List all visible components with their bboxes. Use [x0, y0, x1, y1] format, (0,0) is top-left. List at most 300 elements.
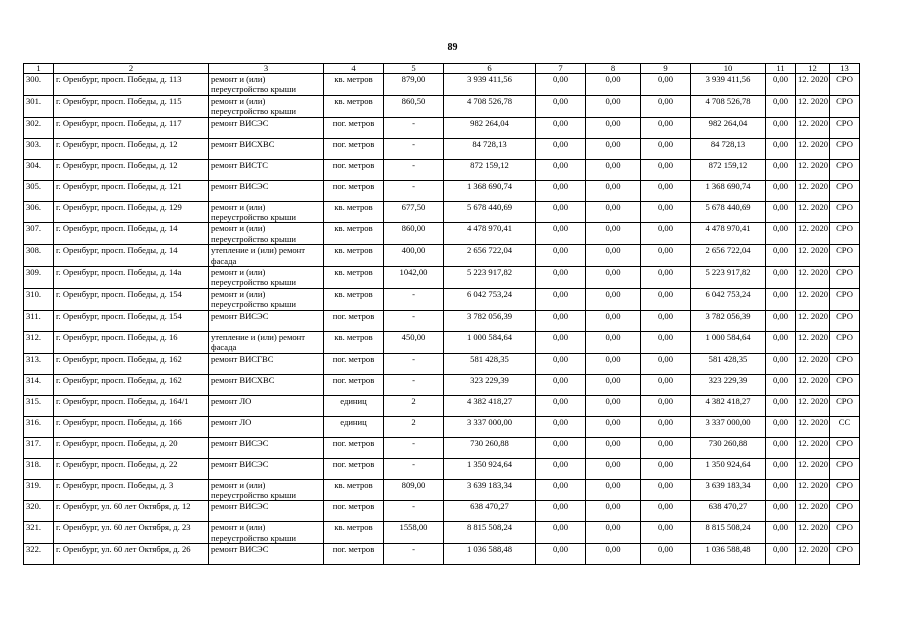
cost-col10-cell: 6 042 753,24 — [691, 288, 766, 310]
total-cost-cell: 3 782 056,39 — [444, 310, 536, 331]
table-row — [24, 501, 860, 522]
quantity-cell: 2 — [384, 416, 444, 437]
cost-col11-cell: 0,00 — [766, 180, 796, 201]
cost-col7-cell: 0,00 — [536, 479, 586, 501]
table-row — [24, 288, 860, 310]
total-cost-cell: 581 428,35 — [444, 353, 536, 374]
row-number: 320. — [24, 501, 54, 522]
work-type-cell: утепление и (или) ремонт фасада — [209, 331, 324, 353]
funding-source-cell: СРО — [830, 223, 860, 245]
unit-cell: пог. метров — [324, 353, 384, 374]
cost-col8-cell: 0,00 — [586, 395, 641, 416]
column-header-9: 9 — [641, 64, 691, 74]
cost-col11-cell: 0,00 — [766, 117, 796, 138]
quantity-cell: - — [384, 310, 444, 331]
total-cost-cell: 638 470,27 — [444, 501, 536, 522]
cost-col10-cell: 8 815 508,24 — [691, 522, 766, 544]
quantity-cell: 2 — [384, 395, 444, 416]
funding-source-cell: СРО — [830, 159, 860, 180]
completion-date-cell: 12. 2020 — [796, 331, 830, 353]
total-cost-cell: 3 939 411,56 — [444, 74, 536, 96]
quantity-cell: 860,50 — [384, 95, 444, 117]
total-cost-cell: 4 708 526,78 — [444, 95, 536, 117]
total-cost-cell: 323 229,39 — [444, 374, 536, 395]
unit-cell: пог. метров — [324, 117, 384, 138]
cost-col7-cell: 0,00 — [536, 331, 586, 353]
cost-col9-cell: 0,00 — [641, 479, 691, 501]
cost-col7-cell: 0,00 — [536, 374, 586, 395]
cost-col8-cell: 0,00 — [586, 310, 641, 331]
cost-col11-cell: 0,00 — [766, 522, 796, 544]
quantity-cell: - — [384, 117, 444, 138]
cost-col8-cell: 0,00 — [586, 544, 641, 565]
unit-cell: пог. метров — [324, 138, 384, 159]
cost-col7-cell: 0,00 — [536, 288, 586, 310]
quantity-cell: 400,00 — [384, 245, 444, 267]
funding-source-cell: СРО — [830, 245, 860, 267]
cost-col9-cell: 0,00 — [641, 501, 691, 522]
completion-date-cell: 12. 2020 — [796, 522, 830, 544]
address-cell: г. Оренбург, просп. Победы, д. 16 — [54, 331, 209, 353]
row-number: 315. — [24, 395, 54, 416]
address-cell: г. Оренбург, ул. 60 лет Октября, д. 26 — [54, 544, 209, 565]
completion-date-cell: 12. 2020 — [796, 201, 830, 223]
row-number: 317. — [24, 437, 54, 458]
column-header-2: 2 — [54, 64, 209, 74]
funding-source-cell: СРО — [830, 395, 860, 416]
address-cell: г. Оренбург, просп. Победы, д. 162 — [54, 374, 209, 395]
cost-col11-cell: 0,00 — [766, 245, 796, 267]
cost-col10-cell: 872 159,12 — [691, 159, 766, 180]
cost-col11-cell: 0,00 — [766, 395, 796, 416]
cost-col7-cell: 0,00 — [536, 458, 586, 479]
unit-cell: кв. метров — [324, 245, 384, 267]
table-row — [24, 201, 860, 223]
total-cost-cell: 6 042 753,24 — [444, 288, 536, 310]
cost-col10-cell: 5 678 440,69 — [691, 201, 766, 223]
work-type-cell: ремонт ВИСТС — [209, 159, 324, 180]
row-number: 306. — [24, 201, 54, 223]
completion-date-cell: 12. 2020 — [796, 479, 830, 501]
cost-col9-cell: 0,00 — [641, 245, 691, 267]
address-cell: г. Оренбург, просп. Победы, д. 117 — [54, 117, 209, 138]
row-number: 321. — [24, 522, 54, 544]
cost-col7-cell: 0,00 — [536, 501, 586, 522]
work-type-cell: ремонт и (или) переустройство крыши — [209, 522, 324, 544]
work-type-cell: ремонт ЛО — [209, 395, 324, 416]
column-header-12: 12 — [796, 64, 830, 74]
unit-cell: пог. метров — [324, 501, 384, 522]
cost-col10-cell: 4 708 526,78 — [691, 95, 766, 117]
table-row — [24, 245, 860, 267]
quantity-cell: - — [384, 180, 444, 201]
row-number: 310. — [24, 288, 54, 310]
cost-col8-cell: 0,00 — [586, 353, 641, 374]
column-header-13: 13 — [830, 64, 860, 74]
funding-source-cell: СРО — [830, 95, 860, 117]
table-row — [24, 374, 860, 395]
page-number: 89 — [447, 42, 458, 53]
unit-cell: пог. метров — [324, 310, 384, 331]
unit-cell: пог. метров — [324, 180, 384, 201]
row-number: 314. — [24, 374, 54, 395]
work-type-cell: утепление и (или) ремонт фасада — [209, 245, 324, 267]
funding-source-cell: СРО — [830, 267, 860, 289]
address-cell: г. Оренбург, просп. Победы, д. 20 — [54, 437, 209, 458]
work-type-cell: ремонт ВИСХВС — [209, 138, 324, 159]
table-row — [24, 117, 860, 138]
unit-cell: кв. метров — [324, 201, 384, 223]
cost-col7-cell: 0,00 — [536, 245, 586, 267]
cost-col9-cell: 0,00 — [641, 180, 691, 201]
unit-cell: кв. метров — [324, 223, 384, 245]
completion-date-cell: 12. 2020 — [796, 501, 830, 522]
funding-source-cell: СРО — [830, 138, 860, 159]
total-cost-cell: 2 656 722,04 — [444, 245, 536, 267]
funding-source-cell: СРО — [830, 522, 860, 544]
cost-col10-cell: 1 368 690,74 — [691, 180, 766, 201]
row-number: 300. — [24, 74, 54, 96]
cost-col7-cell: 0,00 — [536, 95, 586, 117]
row-number: 303. — [24, 138, 54, 159]
cost-col11-cell: 0,00 — [766, 437, 796, 458]
work-type-cell: ремонт и (или) переустройство крыши — [209, 201, 324, 223]
funding-source-cell: СС — [830, 416, 860, 437]
quantity-cell: 809,00 — [384, 479, 444, 501]
work-type-cell: ремонт ВИСГВС — [209, 353, 324, 374]
cost-col8-cell: 0,00 — [586, 374, 641, 395]
table-row — [24, 458, 860, 479]
funding-source-cell: СРО — [830, 479, 860, 501]
work-type-cell: ремонт ВИСХВС — [209, 374, 324, 395]
address-cell: г. Оренбург, просп. Победы, д. 14 — [54, 223, 209, 245]
table-row — [24, 437, 860, 458]
table-row — [24, 310, 860, 331]
quantity-cell: - — [384, 458, 444, 479]
row-number: 311. — [24, 310, 54, 331]
quantity-cell: - — [384, 437, 444, 458]
cost-col7-cell: 0,00 — [536, 159, 586, 180]
work-type-cell: ремонт и (или) переустройство крыши — [209, 479, 324, 501]
address-cell: г. Оренбург, просп. Победы, д. 162 — [54, 353, 209, 374]
cost-col9-cell: 0,00 — [641, 267, 691, 289]
cost-col7-cell: 0,00 — [536, 544, 586, 565]
completion-date-cell: 12. 2020 — [796, 180, 830, 201]
cost-col7-cell: 0,00 — [536, 437, 586, 458]
table-row — [24, 223, 860, 245]
funding-source-cell: СРО — [830, 501, 860, 522]
cost-col10-cell: 1 036 588,48 — [691, 544, 766, 565]
cost-col7-cell: 0,00 — [536, 74, 586, 96]
address-cell: г. Оренбург, просп. Победы, д. 14а — [54, 267, 209, 289]
column-header-3: 3 — [209, 64, 324, 74]
cost-col11-cell: 0,00 — [766, 353, 796, 374]
funding-source-cell: СРО — [830, 374, 860, 395]
cost-col11-cell: 0,00 — [766, 544, 796, 565]
row-number: 308. — [24, 245, 54, 267]
cost-col10-cell: 5 223 917,82 — [691, 267, 766, 289]
cost-col11-cell: 0,00 — [766, 288, 796, 310]
unit-cell: кв. метров — [324, 95, 384, 117]
column-header-1: 1 — [24, 64, 54, 74]
cost-col8-cell: 0,00 — [586, 437, 641, 458]
table-row — [24, 74, 860, 96]
table-row — [24, 479, 860, 501]
address-cell: г. Оренбург, просп. Победы, д. 121 — [54, 180, 209, 201]
completion-date-cell: 12. 2020 — [796, 138, 830, 159]
table-row — [24, 416, 860, 437]
cost-col10-cell: 84 728,13 — [691, 138, 766, 159]
completion-date-cell: 12. 2020 — [796, 310, 830, 331]
table-row — [24, 395, 860, 416]
work-type-cell: ремонт и (или) переустройство крыши — [209, 267, 324, 289]
address-cell: г. Оренбург, просп. Победы, д. 164/1 — [54, 395, 209, 416]
completion-date-cell: 12. 2020 — [796, 267, 830, 289]
quantity-cell: 879,00 — [384, 74, 444, 96]
total-cost-cell: 872 159,12 — [444, 159, 536, 180]
cost-col8-cell: 0,00 — [586, 479, 641, 501]
cost-col10-cell: 638 470,27 — [691, 501, 766, 522]
cost-col10-cell: 3 782 056,39 — [691, 310, 766, 331]
cost-col9-cell: 0,00 — [641, 353, 691, 374]
address-cell: г. Оренбург, ул. 60 лет Октября, д. 12 — [54, 501, 209, 522]
unit-cell: пог. метров — [324, 437, 384, 458]
cost-col10-cell: 2 656 722,04 — [691, 245, 766, 267]
quantity-cell: - — [384, 544, 444, 565]
cost-col7-cell: 0,00 — [536, 522, 586, 544]
cost-col11-cell: 0,00 — [766, 267, 796, 289]
funding-source-cell: СРО — [830, 310, 860, 331]
cost-col10-cell: 1 000 584,64 — [691, 331, 766, 353]
unit-cell: единиц — [324, 395, 384, 416]
cost-col8-cell: 0,00 — [586, 522, 641, 544]
total-cost-cell: 1 350 924,64 — [444, 458, 536, 479]
quantity-cell: - — [384, 159, 444, 180]
cost-col10-cell: 323 229,39 — [691, 374, 766, 395]
column-number-header — [24, 64, 860, 74]
completion-date-cell: 12. 2020 — [796, 353, 830, 374]
cost-col8-cell: 0,00 — [586, 95, 641, 117]
row-number: 305. — [24, 180, 54, 201]
work-type-cell: ремонт ЛО — [209, 416, 324, 437]
cost-col11-cell: 0,00 — [766, 331, 796, 353]
column-header-5: 5 — [384, 64, 444, 74]
row-number: 307. — [24, 223, 54, 245]
completion-date-cell: 12. 2020 — [796, 95, 830, 117]
total-cost-cell: 1 368 690,74 — [444, 180, 536, 201]
address-cell: г. Оренбург, просп. Победы, д. 12 — [54, 138, 209, 159]
quantity-cell: 1558,00 — [384, 522, 444, 544]
cost-col9-cell: 0,00 — [641, 95, 691, 117]
cost-col10-cell: 4 382 418,27 — [691, 395, 766, 416]
completion-date-cell: 12. 2020 — [796, 437, 830, 458]
cost-col7-cell: 0,00 — [536, 138, 586, 159]
table-row — [24, 544, 860, 565]
completion-date-cell: 12. 2020 — [796, 288, 830, 310]
cost-col11-cell: 0,00 — [766, 310, 796, 331]
cost-col8-cell: 0,00 — [586, 159, 641, 180]
row-number: 322. — [24, 544, 54, 565]
column-header-8: 8 — [586, 64, 641, 74]
work-type-cell: ремонт ВИСЭС — [209, 117, 324, 138]
work-type-cell: ремонт ВИСЭС — [209, 501, 324, 522]
cost-col11-cell: 0,00 — [766, 501, 796, 522]
total-cost-cell: 84 728,13 — [444, 138, 536, 159]
total-cost-cell: 3 639 183,34 — [444, 479, 536, 501]
row-number: 316. — [24, 416, 54, 437]
cost-col9-cell: 0,00 — [641, 288, 691, 310]
completion-date-cell: 12. 2020 — [796, 374, 830, 395]
cost-col11-cell: 0,00 — [766, 138, 796, 159]
cost-col10-cell: 730 260,88 — [691, 437, 766, 458]
total-cost-cell: 4 478 970,41 — [444, 223, 536, 245]
quantity-cell: 1042,00 — [384, 267, 444, 289]
cost-col10-cell: 3 639 183,34 — [691, 479, 766, 501]
table-row — [24, 522, 860, 544]
row-number: 304. — [24, 159, 54, 180]
cost-col8-cell: 0,00 — [586, 267, 641, 289]
row-number: 313. — [24, 353, 54, 374]
cost-col7-cell: 0,00 — [536, 416, 586, 437]
unit-cell: кв. метров — [324, 522, 384, 544]
table-row — [24, 353, 860, 374]
quantity-cell: - — [384, 374, 444, 395]
cost-col9-cell: 0,00 — [641, 544, 691, 565]
column-header-7: 7 — [536, 64, 586, 74]
total-cost-cell: 982 264,04 — [444, 117, 536, 138]
cost-col9-cell: 0,00 — [641, 374, 691, 395]
cost-col8-cell: 0,00 — [586, 245, 641, 267]
column-header-11: 11 — [766, 64, 796, 74]
address-cell: г. Оренбург, ул. 60 лет Октября, д. 23 — [54, 522, 209, 544]
cost-col8-cell: 0,00 — [586, 223, 641, 245]
total-cost-cell: 4 382 418,27 — [444, 395, 536, 416]
completion-date-cell: 12. 2020 — [796, 458, 830, 479]
address-cell: г. Оренбург, просп. Победы, д. 129 — [54, 201, 209, 223]
column-header-6: 6 — [444, 64, 536, 74]
completion-date-cell: 12. 2020 — [796, 416, 830, 437]
unit-cell: пог. метров — [324, 458, 384, 479]
cost-col7-cell: 0,00 — [536, 353, 586, 374]
capital-repair-table — [23, 63, 860, 565]
cost-col11-cell: 0,00 — [766, 159, 796, 180]
cost-col11-cell: 0,00 — [766, 416, 796, 437]
row-number: 318. — [24, 458, 54, 479]
quantity-cell: 450,00 — [384, 331, 444, 353]
cost-col11-cell: 0,00 — [766, 201, 796, 223]
work-type-cell: ремонт и (или) переустройство крыши — [209, 288, 324, 310]
row-number: 301. — [24, 95, 54, 117]
funding-source-cell: СРО — [830, 201, 860, 223]
completion-date-cell: 12. 2020 — [796, 395, 830, 416]
unit-cell: пог. метров — [324, 374, 384, 395]
cost-col9-cell: 0,00 — [641, 437, 691, 458]
address-cell: г. Оренбург, просп. Победы, д. 166 — [54, 416, 209, 437]
completion-date-cell: 12. 2020 — [796, 117, 830, 138]
unit-cell: кв. метров — [324, 288, 384, 310]
work-type-cell: ремонт и (или) переустройство крыши — [209, 223, 324, 245]
table-row — [24, 267, 860, 289]
unit-cell: кв. метров — [324, 479, 384, 501]
cost-col8-cell: 0,00 — [586, 416, 641, 437]
cost-col7-cell: 0,00 — [536, 310, 586, 331]
cost-col10-cell: 4 478 970,41 — [691, 223, 766, 245]
quantity-cell: - — [384, 501, 444, 522]
funding-source-cell: СРО — [830, 288, 860, 310]
funding-source-cell: СРО — [830, 437, 860, 458]
address-cell: г. Оренбург, просп. Победы, д. 113 — [54, 74, 209, 96]
address-cell: г. Оренбург, просп. Победы, д. 3 — [54, 479, 209, 501]
unit-cell: пог. метров — [324, 544, 384, 565]
cost-col9-cell: 0,00 — [641, 117, 691, 138]
quantity-cell: - — [384, 288, 444, 310]
completion-date-cell: 12. 2020 — [796, 74, 830, 96]
cost-col10-cell: 3 939 411,56 — [691, 74, 766, 96]
cost-col8-cell: 0,00 — [586, 138, 641, 159]
cost-col8-cell: 0,00 — [586, 458, 641, 479]
work-type-cell: ремонт ВИСЭС — [209, 310, 324, 331]
cost-col9-cell: 0,00 — [641, 331, 691, 353]
cost-col11-cell: 0,00 — [766, 74, 796, 96]
row-number: 309. — [24, 267, 54, 289]
cost-col8-cell: 0,00 — [586, 331, 641, 353]
cost-col11-cell: 0,00 — [766, 95, 796, 117]
cost-col8-cell: 0,00 — [586, 117, 641, 138]
cost-col7-cell: 0,00 — [536, 223, 586, 245]
cost-col9-cell: 0,00 — [641, 159, 691, 180]
work-type-cell: ремонт ВИСЭС — [209, 437, 324, 458]
cost-col8-cell: 0,00 — [586, 74, 641, 96]
cost-col11-cell: 0,00 — [766, 374, 796, 395]
cost-col9-cell: 0,00 — [641, 310, 691, 331]
cost-col11-cell: 0,00 — [766, 458, 796, 479]
row-number: 312. — [24, 331, 54, 353]
total-cost-cell: 1 036 588,48 — [444, 544, 536, 565]
unit-cell: кв. метров — [324, 331, 384, 353]
completion-date-cell: 12. 2020 — [796, 223, 830, 245]
row-number: 302. — [24, 117, 54, 138]
quantity-cell: - — [384, 138, 444, 159]
total-cost-cell: 8 815 508,24 — [444, 522, 536, 544]
table-row — [24, 180, 860, 201]
completion-date-cell: 12. 2020 — [796, 245, 830, 267]
funding-source-cell: СРО — [830, 353, 860, 374]
cost-col8-cell: 0,00 — [586, 201, 641, 223]
address-cell: г. Оренбург, просп. Победы, д. 154 — [54, 310, 209, 331]
quantity-cell: 860,00 — [384, 223, 444, 245]
cost-col9-cell: 0,00 — [641, 223, 691, 245]
work-type-cell: ремонт ВИСЭС — [209, 458, 324, 479]
cost-col9-cell: 0,00 — [641, 458, 691, 479]
cost-col10-cell: 1 350 924,64 — [691, 458, 766, 479]
cost-col9-cell: 0,00 — [641, 74, 691, 96]
cost-col7-cell: 0,00 — [536, 180, 586, 201]
table-row — [24, 138, 860, 159]
funding-source-cell: СРО — [830, 458, 860, 479]
quantity-cell: - — [384, 353, 444, 374]
work-type-cell: ремонт ВИСЭС — [209, 180, 324, 201]
cost-col8-cell: 0,00 — [586, 288, 641, 310]
funding-source-cell: СРО — [830, 117, 860, 138]
total-cost-cell: 5 678 440,69 — [444, 201, 536, 223]
total-cost-cell: 3 337 000,00 — [444, 416, 536, 437]
completion-date-cell: 12. 2020 — [796, 159, 830, 180]
cost-col7-cell: 0,00 — [536, 267, 586, 289]
funding-source-cell: СРО — [830, 544, 860, 565]
cost-col8-cell: 0,00 — [586, 180, 641, 201]
funding-source-cell: СРО — [830, 74, 860, 96]
total-cost-cell: 5 223 917,82 — [444, 267, 536, 289]
